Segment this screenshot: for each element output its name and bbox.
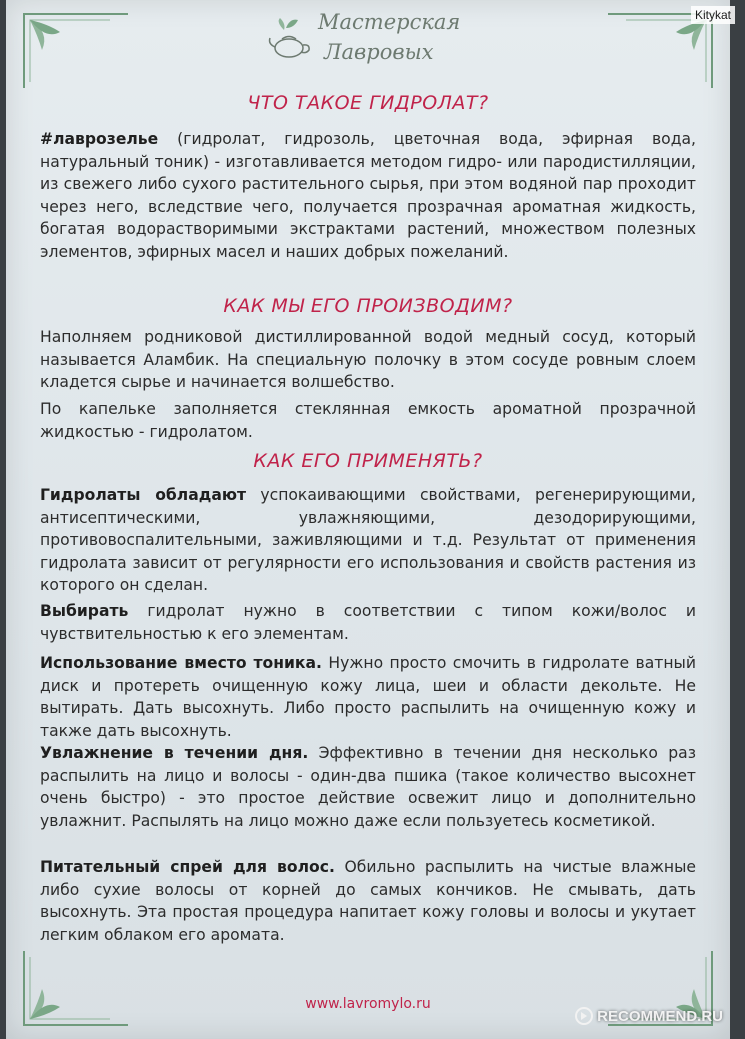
paragraph-text: Эффективно в течении дня несколько раз распылить на лицо и волосы - один-два пшика (такое количество высохнет очень быстро) - это простое действие освежит лицо и дополнительно увлажнит. Распылять на лицо можно даже если пользуетесь косметикой. [40,744,696,830]
paragraph-text: (гидролат, гидрозоль, цветочная вода, эфирная вода, натуральный тоник) - изготавливается методом гидро- или пародистилляции, из свежего либо сухого растительного сырья, при этом водяной пар проходит через него, вследствие чего, получается прозрачная ароматная жидкость, богатая водорастворимыми экстрактами растений, множеством полезных элементов, эфирных масел и наших добрых пожеланий. [40,130,696,261]
paragraph-bold-lead: Использование вместо тоника. [40,654,322,672]
section-paragraph: Наполняем родниковой дистиллированной водой медный сосуд, который называется Аламбик. На специальную полочку в этом сосуде ровным слоем кладется сырье и начинается волшебство. [40,328,696,391]
paragraph-text: Нужно просто смочить в гидролате ватный диск и протереть очищенную кожу лица, шеи и области декольте. Не вытирать. Дать высохнуть. Либо просто распылить на очищенную кожу и также дать высохнуть. [40,654,696,740]
site-watermark [575,1007,723,1025]
section-heading-what-is: ЧТО ТАКОЕ ГИДРОЛАТ? [247,92,489,114]
section-paragraph [40,128,696,263]
section-paragraph [40,600,696,645]
section-paragraph [40,742,696,832]
recommend-logo-icon [575,1007,593,1025]
paragraph-bold-lead: Увлажнение в течении дня. [40,744,309,762]
logo-text-line1: Мастерская [318,10,461,34]
logo-text-line2: Лавровых [324,40,434,64]
corner-ornament-icon [20,949,130,1029]
paragraph-text: Обильно распылить на чистые влажные либо сухие волосы от корней до самых кончиков. Не смывать, дать высохнуть. Эта простая процедура напитает кожу головы и волосы и укутает легким облаком его аромата. [40,858,696,944]
leaflet-card [6,0,730,1039]
corner-ornament-icon [20,10,130,90]
teapot-logo-icon [264,14,314,64]
website-link[interactable]: www.lavromylo.ru [305,996,431,1012]
author-watermark: Kitykat [691,6,735,24]
section-paragraph: По капельке заполняется стеклянная емкость ароматной прозрачной жидкостью - гидролатом. [40,400,696,441]
paragraph-text: гидролат нужно в соответствии с типом кожи/волос и чувствительностью к его элементам. [40,602,696,643]
section-heading-how-made: КАК МЫ ЕГО ПРОИЗВОДИМ? [223,295,513,317]
hashtag-lead: #лаврозелье [40,130,159,148]
paragraph-text: успокаивающими свойствами, регенерирующими, антисептическими, увлажняющими, дезодорирующими, противовоспалительными, заживляющими и т.д. Результат от применения гидролата зависит от регулярности его использования и свойств растения из которого он сделан. [40,486,696,594]
section-paragraph [40,484,696,597]
paragraph-bold-lead: Выбирать [40,602,129,620]
paragraph-bold-lead: Гидролаты обладают [40,486,247,504]
brand-logo [264,10,464,70]
site-watermark-text: RECOMMEND.RU [597,1007,723,1025]
section-paragraph [40,856,696,946]
section-heading-how-to-use: КАК ЕГО ПРИМЕНЯТЬ? [253,450,483,472]
section-paragraph [40,652,696,742]
paragraph-bold-lead: Питательный спрей для волос. [40,858,335,876]
